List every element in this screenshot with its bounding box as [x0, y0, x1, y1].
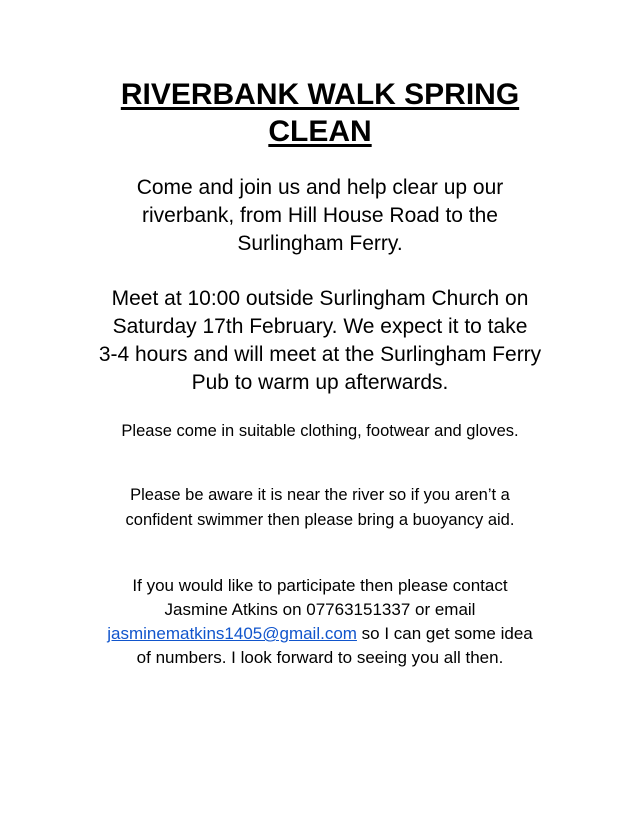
- intro-line: riverbank, from Hill House Road to the: [142, 204, 498, 227]
- meeting-line: Meet at 10:00 outside Surlingham Church on: [111, 287, 529, 310]
- safety-line: Please be aware it is near the river so if you aren’t a: [130, 486, 510, 504]
- email-link[interactable]: jasminematkins1405@gmail.com: [107, 624, 357, 643]
- page-title: [0, 76, 640, 150]
- meeting-line: 3-4 hours and will meet at the Surlingham Ferry: [98, 343, 542, 366]
- contact-line: If you would like to participate then please contact: [132, 576, 508, 595]
- meeting-line: Saturday 17th February. We expect it to take: [112, 315, 528, 338]
- contact-line: of numbers. I look forward to seeing you all then.: [136, 648, 504, 667]
- intro-line: Surlingham Ferry.: [237, 232, 403, 255]
- intro-line: Come and join us and help clear up our: [136, 176, 504, 199]
- contact-paragraph: [0, 574, 640, 670]
- clothing-paragraph: [0, 419, 640, 443]
- contact-line: Jasmine Atkins on 07763151337 or email: [164, 600, 476, 619]
- title-line: RIVERBANK WALK SPRING: [120, 78, 520, 111]
- intro-paragraph: [0, 174, 640, 258]
- meeting-paragraph: [0, 285, 640, 397]
- safety-line: confident swimmer then please bring a buoyancy aid.: [125, 511, 515, 529]
- title-line: CLEAN: [268, 115, 372, 148]
- contact-line-rest: so I can get some idea: [356, 624, 533, 643]
- contact-line: [0, 622, 640, 646]
- clothing-line: Please come in suitable clothing, footwear and gloves.: [121, 422, 519, 440]
- safety-paragraph: [0, 483, 640, 533]
- meeting-line: Pub to warm up afterwards.: [191, 371, 449, 394]
